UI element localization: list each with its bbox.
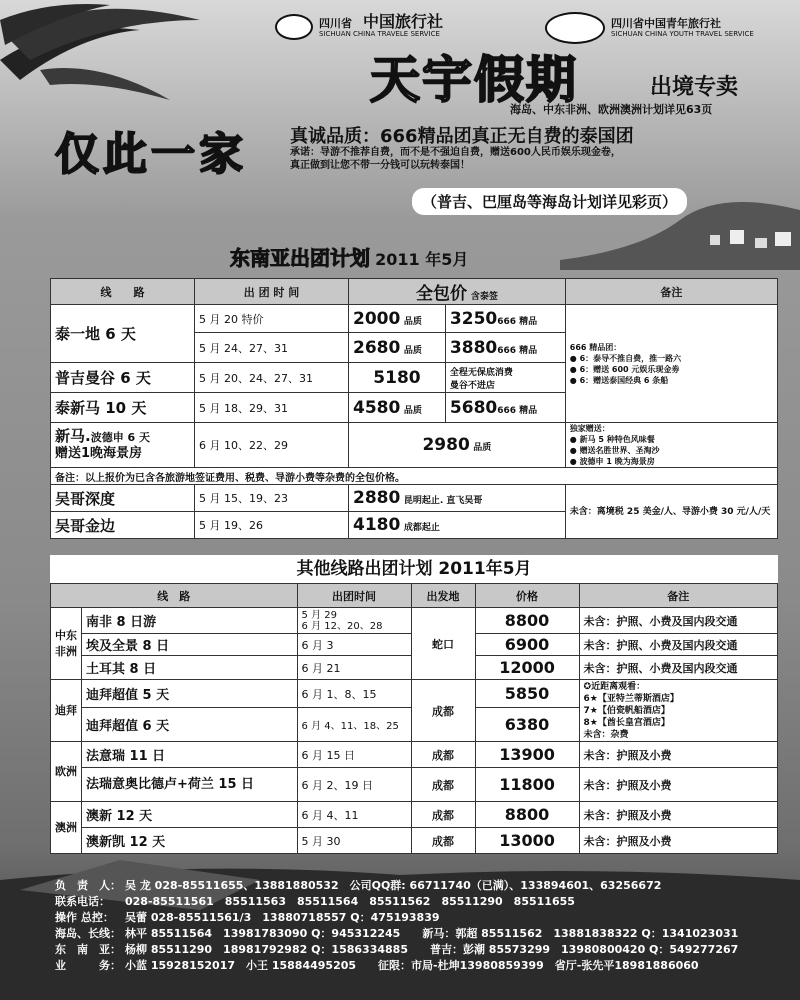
route-date: 5 月 18、29、31: [195, 393, 349, 423]
cts-logo-icon: [275, 14, 313, 40]
other-title-bar: [50, 555, 778, 583]
price: 4180: [353, 515, 401, 535]
price: 3880: [449, 337, 498, 358]
route-date: 6 月 3: [297, 634, 411, 656]
remark-angkor: 未含：离境税 25 美金/人、导游小费 30 元/人/天: [565, 485, 777, 539]
route-name: 吴哥深度: [51, 485, 195, 512]
brand-sub: 出境专卖: [650, 75, 739, 100]
remark-line: ● 6：泰导不推自费，推一路六: [569, 353, 682, 363]
route-date: 6 月 4、11、18、25: [297, 708, 411, 742]
footer-line: 吴蕾 028-85511561/3 13880718557 Q：475193839: [125, 911, 440, 924]
table-row: [51, 828, 778, 854]
sea-footnote: 备注：以上报价为已含各旅游地签证费用、税费、导游小费等杂费的全包价格。: [51, 468, 778, 485]
price: 2680: [353, 337, 401, 358]
remark-line: 7★【伯瓷帆船酒店】: [583, 705, 670, 716]
other-header-route: 线 路: [51, 584, 298, 608]
price-label: 品质: [403, 345, 422, 356]
other-header-price: 价格: [475, 584, 579, 608]
footer-label: 操作 总控：: [55, 911, 114, 924]
price-note: 曼谷不进店: [449, 380, 495, 391]
price: 13900: [499, 745, 555, 764]
price-label: 品质: [403, 316, 422, 327]
price-label: 666 精品: [497, 345, 538, 356]
price: 6900: [504, 635, 550, 654]
table-row: [51, 742, 778, 768]
quality-line: 真诚品质：666精品团真正无自费的泰国团: [290, 126, 634, 147]
remark-line: 6★【亚特兰蒂斯酒店】: [583, 693, 679, 704]
sea-header-remark: 备注: [565, 279, 777, 305]
route-name: 泰新马 10 天: [51, 393, 195, 423]
price-note: 成都起止: [403, 523, 440, 533]
route-name: 迪拜超值 6 天: [82, 708, 298, 742]
route-name: 南非 8 日游: [82, 608, 298, 634]
sea-header-route: 线 路: [51, 279, 195, 305]
route-name: 法瑞意奥比德卢+荷兰 15 日: [82, 768, 298, 802]
other-header-remark: 备注: [579, 584, 777, 608]
agency2-name: 四川省中国青年旅行社: [611, 16, 721, 30]
agency1-logo: [275, 11, 444, 40]
price: 6380: [504, 715, 550, 734]
route-date: 6 月 1、8、15: [297, 680, 411, 708]
departure: 蛇口: [411, 608, 475, 680]
remark: 未含：护照及小费: [579, 768, 777, 802]
promise-text: [290, 146, 621, 172]
table-row: [51, 468, 778, 485]
remark: 未含：护照、小费及国内段交通: [579, 634, 777, 656]
route-date: 5 月 29 6 月 12、20、28: [297, 608, 411, 634]
route-date: 6 月 2、19 日: [297, 768, 411, 802]
price-label: 品质: [403, 405, 422, 416]
price-label: 666 精品: [497, 316, 538, 327]
remark-line: ● 6：赠送泰国经典 6 条船: [569, 375, 669, 385]
price-note: 昆明起止. 直飞吴哥: [403, 496, 483, 506]
footer-label: 东 南 亚：: [55, 943, 121, 956]
footer-label: 联系电话：: [55, 895, 110, 908]
remark: 未含：护照及小费: [579, 828, 777, 854]
table-row: [51, 768, 778, 802]
region: 澳洲: [51, 802, 82, 854]
sea-header-price: 全包价: [415, 284, 467, 304]
departure: 成都: [411, 828, 475, 854]
departure: 成都: [411, 742, 475, 768]
footer-line: 吴 龙 028-85511655、13881880532 公司QQ群: 66711740（已满）、133894601、63256672: [125, 879, 662, 892]
price: 2980: [422, 435, 470, 455]
route-date: 6 月 4、11: [297, 802, 411, 828]
remark: 未含：护照及小费: [579, 802, 777, 828]
route-name: 埃及全景 8 日: [82, 634, 298, 656]
price: 3250: [449, 308, 498, 329]
remark: 未含：护照、小费及国内段交通: [579, 656, 777, 680]
remark-line: ● 波德申 1 晚为海景房: [569, 457, 655, 466]
route-date: 6 月 21: [297, 656, 411, 680]
price: 2000: [353, 308, 401, 329]
remark-line: ● 新马 5 种特色风味餐: [569, 435, 655, 444]
table-row: [51, 485, 778, 512]
only-one-slogan: 仅此一家: [55, 129, 247, 180]
footer-label: 海岛、长线：: [55, 927, 121, 940]
remark: 未含：护照及小费: [579, 742, 777, 768]
table-row: [51, 608, 778, 634]
departure: 成都: [411, 768, 475, 802]
palm-tree-image: [0, 0, 220, 130]
contact-footer: [55, 878, 795, 974]
remark-line: 未含：杂费: [583, 729, 629, 740]
sea-section-title: [230, 242, 468, 271]
route-gift: 赠送1晚海景房: [55, 446, 143, 461]
price: 5680: [449, 397, 498, 418]
price: 2880: [353, 488, 401, 508]
remark-line: 666 精品团：: [569, 342, 622, 352]
remark-line: ● 赠送名胜世界、圣淘沙: [569, 446, 660, 455]
route-date: 6 月 15 日: [297, 742, 411, 768]
route-name: 普吉曼谷 6 天: [51, 363, 195, 393]
route-date: 5 月 15、19、23: [195, 485, 349, 512]
route-name: 迪拜超值 5 天: [82, 680, 298, 708]
route-date: 5 月 24、27、31: [195, 333, 349, 363]
promise-line-1: 承诺：导游不推荐自费，而不是不强迫自费，赠送600人民币娱乐现金卷，: [290, 147, 621, 158]
route-name: 澳新凯 12 天: [82, 828, 298, 854]
price: 8800: [504, 611, 550, 630]
price-label: 666 精品: [497, 405, 538, 416]
table-row: [51, 305, 778, 333]
price-note: 全程无保底消费: [449, 367, 513, 378]
route-date: 5 月 19、26: [195, 512, 349, 539]
sea-table: [50, 278, 778, 539]
footer-line: 028-85511561 85511563 85511564 85511562 85511290 85511655: [125, 895, 575, 908]
sea-title: 东南亚出团计划: [230, 246, 370, 270]
table-row: [51, 423, 778, 468]
brand-note: 海岛、中东非洲、欧洲澳洲计划详见63页: [510, 103, 713, 116]
footer-line: 小蓝 15928152017 小王 15884495205 征限：市局-杜坤13980859399 省厅-张先平18981886060: [125, 959, 699, 972]
promise-line-2: 真正做到让您不带一分钱可以玩转泰国！: [290, 160, 470, 171]
remark-line: 独家赠送：: [569, 424, 610, 433]
route-name: 土耳其 8 日: [82, 656, 298, 680]
other-header-date: 出团时间: [297, 584, 411, 608]
remark-666: [565, 305, 777, 423]
remark-line: 8★【酋长皇宫酒店】: [583, 717, 670, 728]
footer-line: 杨柳 85511290 18981792982 Q：1586334885 普吉：彭潮 85573299 13980800420 Q：549277267: [125, 943, 739, 956]
price: 13000: [499, 831, 555, 850]
region: 迪拜: [51, 680, 82, 742]
dubai-remark: [579, 680, 777, 742]
footer-label: 负 责 人：: [55, 879, 121, 892]
route-date: 6 月 10、22、29: [195, 423, 349, 468]
route-name: 新马.: [55, 427, 91, 445]
route-name: 泰一地 6 天: [51, 305, 195, 363]
price-label: 品质: [473, 443, 492, 453]
remark-gift: [565, 423, 777, 468]
price: 12000: [499, 658, 555, 677]
sea-header-date: 出 团 时 间: [195, 279, 349, 305]
region: 中东非洲: [51, 608, 82, 680]
remark: 未含：护照、小费及国内段交通: [579, 608, 777, 634]
sea-date: 2011 年5月: [375, 250, 469, 269]
agency1-province: 四川省: [319, 16, 352, 30]
route-name: 法意瑞 11 日: [82, 742, 298, 768]
route-name-small: 波德申 6 天: [90, 431, 151, 444]
route-date: 5 月 20、24、27、31: [195, 363, 349, 393]
agency2-en: SICHUAN CHINA YOUTH TRAVEL SERVICE: [611, 29, 754, 38]
route-name: 吴哥金边: [51, 512, 195, 539]
route-name: 澳新 12 天: [82, 802, 298, 828]
agency1-en: SICHUAN CHINA TRAVELE SERVICE: [319, 29, 440, 38]
sea-header-price-note: 含泰签: [470, 292, 498, 302]
footer-line: 林平 85511564 13981783090 Q：945312245 新马：郭超 85511562 13881838322 Q：1341023031: [125, 927, 739, 940]
brand-title: 天宇假期: [370, 50, 578, 109]
other-title: 其他线路出团计划 2011年5月: [296, 559, 532, 579]
price: 5180: [373, 367, 421, 388]
price: 11800: [499, 775, 555, 794]
footer-label: 业 务：: [55, 959, 121, 972]
other-table: [50, 583, 778, 854]
price: 4580: [353, 397, 401, 418]
departure: 成都: [411, 802, 475, 828]
island-note: （普吉、巴厘岛等海岛计划详见彩页）: [412, 188, 687, 215]
route-date: 5 月 20 特价: [195, 305, 349, 333]
remark-line: ✪近距离观看：: [583, 681, 646, 692]
route-date: 5 月 30: [297, 828, 411, 854]
price: 8800: [504, 805, 550, 824]
price: 5850: [504, 684, 550, 703]
agency1-name: 中国旅行社: [363, 11, 444, 31]
remark-line: ● 6：赠送 600 元娱乐现金劵: [569, 364, 680, 374]
other-header-dep: 出发地: [411, 584, 475, 608]
departure: 成都: [411, 680, 475, 742]
table-row: [51, 680, 778, 708]
table-row: [51, 802, 778, 828]
region: 欧洲: [51, 742, 82, 802]
